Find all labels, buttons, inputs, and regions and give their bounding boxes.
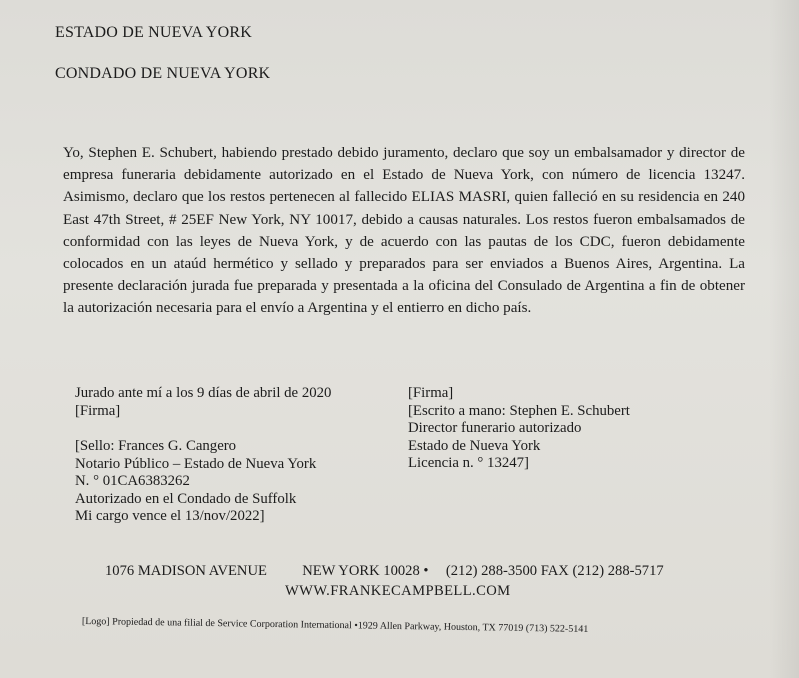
notary-signature: [Firma] bbox=[75, 402, 121, 419]
director-signature: [Firma] bbox=[408, 385, 454, 401]
footer-street: 1076 MADISON AVENUE bbox=[105, 563, 267, 579]
notary-number: N. ° 01CA6383262 bbox=[75, 473, 190, 489]
director-block bbox=[408, 385, 630, 473]
county-heading: CONDADO DE NUEVA YORK bbox=[55, 65, 271, 82]
page-edge-shadow bbox=[769, 0, 799, 678]
footer-address bbox=[105, 563, 664, 580]
director-handwritten: [Escrito a mano: Stephen E. Schubert bbox=[408, 402, 630, 419]
sworn-line: Jurado ante mí a los 9 días de abril de 2020 bbox=[75, 385, 332, 401]
director-state: Estado de Nueva York bbox=[408, 437, 541, 454]
director-title: Director funerario autorizado bbox=[408, 420, 582, 436]
notary-county: Autorizado en el Condado de Suffolk bbox=[75, 490, 297, 507]
notary-seal: [Sello: Frances G. Cangero bbox=[75, 438, 237, 454]
footer-note: [Logo] Propiedad de una filial de Service Corporation International •1929 Allen Parkway, Houston, TX 77019 (713) 522-5141 bbox=[81, 616, 589, 635]
director-license: Licencia n. ° 13247] bbox=[408, 455, 529, 471]
affidavit-paragraph: Yo, Stephen E. Schubert, habiendo prestado debido juramento, declaro que soy un embalsamador y director de empresa funeraria debidamente autorizado en el Estado de Nueva York, con número de licencia 13247. Asimismo, declaro que los restos pertenecen al fallecido ELIAS MASRI, quien falleció en su residencia en 240 East 47th Street, # 25EF New York, NY 10017, debido a causas naturales. Los restos fueron embalsamados de conformidad con las leyes de Nueva York, y de acuerdo con las pautas de los CDC, fueron debidamente colocados en un ataúd hermético y sellado y preparados para ser enviados a Buenos Aires, Argentina. La presente declaración jurada fue preparada y presentada a la oficina del Consulado de Argentina a fin de obtener la autorización necesaria para el envío a Argentina y el entierro en dicho país. bbox=[63, 145, 745, 317]
notary-block bbox=[75, 385, 331, 526]
notary-title: Notario Público – Estado de Nueva York bbox=[75, 455, 317, 472]
notary-expiry: Mi cargo vence el 13/nov/2022] bbox=[75, 508, 265, 524]
state-heading: ESTADO DE NUEVA YORK bbox=[55, 24, 252, 41]
footer-website: WWW.FRANKECAMPBELL.COM bbox=[285, 583, 511, 599]
footer-city: NEW YORK 10028 • bbox=[302, 563, 429, 579]
footer-phone: (212) 288-3500 FAX (212) 288-5717 bbox=[445, 563, 664, 579]
